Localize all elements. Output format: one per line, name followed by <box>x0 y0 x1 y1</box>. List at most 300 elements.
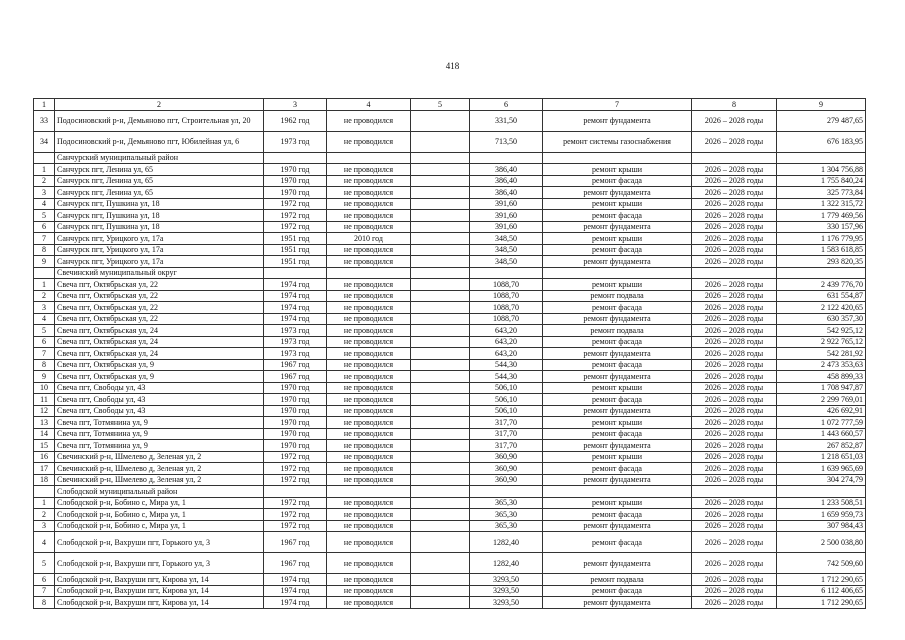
col-5-cell <box>411 451 470 463</box>
address-cell: Свечинский р-н, Шмелево д, Зеленая ул, 2 <box>55 474 264 486</box>
address-cell: Свеча пгт, Октябрьская ул, 22 <box>55 302 264 314</box>
area-cell: 386,40 <box>470 175 543 187</box>
cost-cell: 1 233 508,51 <box>777 497 866 509</box>
last-repair-year-cell: не проводился <box>327 394 411 406</box>
build-year-cell: 1962 год <box>264 110 327 131</box>
last-repair-year-cell: не проводился <box>327 497 411 509</box>
area-cell: 544,30 <box>470 359 543 371</box>
table-row <box>34 440 866 452</box>
cost-cell: 426 692,91 <box>777 405 866 417</box>
period-cell: 2026 – 2028 годы <box>692 451 777 463</box>
build-year-cell: 1973 год <box>264 336 327 348</box>
period-cell: 2026 – 2028 годы <box>692 520 777 532</box>
repair-type-cell: ремонт фасада <box>543 210 692 222</box>
build-year-cell: 1974 год <box>264 279 327 291</box>
row-number-cell: 2 <box>34 509 55 521</box>
col-5-cell <box>411 440 470 452</box>
address-cell: Свечинский р-н, Шмелево д, Зеленая ул, 2 <box>55 463 264 475</box>
col-5-cell <box>411 428 470 440</box>
row-number-cell: 1 <box>34 497 55 509</box>
table-row <box>34 233 866 245</box>
table-row <box>34 210 866 222</box>
address-cell: Санчурск пгт, Ленина ул, 65 <box>55 175 264 187</box>
period-cell: 2026 – 2028 годы <box>692 359 777 371</box>
district-header-row <box>34 152 866 164</box>
column-number-cell: 7 <box>543 99 692 111</box>
table-row <box>34 131 866 152</box>
area-cell: 391,60 <box>470 210 543 222</box>
cost-cell: 1 755 840,24 <box>777 175 866 187</box>
col-5-cell <box>411 313 470 325</box>
cost-cell: 1 708 947,87 <box>777 382 866 394</box>
row-number-cell: 13 <box>34 417 55 429</box>
last-repair-year-cell: не проводился <box>327 279 411 291</box>
row-number-cell: 15 <box>34 440 55 452</box>
column-number-row <box>34 99 866 111</box>
col-5-cell <box>411 382 470 394</box>
col-5-cell <box>411 187 470 199</box>
area-cell: 1282,40 <box>470 532 543 553</box>
build-year-cell: 1974 год <box>264 597 327 609</box>
row-number-cell: 12 <box>34 405 55 417</box>
repair-type-cell: ремонт фундамента <box>543 256 692 268</box>
address-cell: Санчурск пгт, Урицкого ул, 17а <box>55 233 264 245</box>
repair-type-cell: ремонт фундамента <box>543 221 692 233</box>
cost-cell: 293 820,35 <box>777 256 866 268</box>
build-year-cell: 1973 год <box>264 348 327 360</box>
column-number-cell: 2 <box>55 99 264 111</box>
build-year-cell: 1972 год <box>264 210 327 222</box>
column-number-cell: 1 <box>34 99 55 111</box>
cost-cell: 2 439 776,70 <box>777 279 866 291</box>
row-number-cell: 17 <box>34 463 55 475</box>
col-5-cell <box>411 198 470 210</box>
row-number-cell: 6 <box>34 336 55 348</box>
row-number-cell: 6 <box>34 221 55 233</box>
column-number-cell: 8 <box>692 99 777 111</box>
address-cell: Свеча пгт, Октябрьская ул, 24 <box>55 348 264 360</box>
area-cell: 365,30 <box>470 520 543 532</box>
last-repair-year-cell: не проводился <box>327 348 411 360</box>
cost-cell: 1 712 290,65 <box>777 597 866 609</box>
build-year-cell: 1970 год <box>264 394 327 406</box>
area-cell: 1088,70 <box>470 279 543 291</box>
column-number-cell: 4 <box>327 99 411 111</box>
period-cell: 2026 – 2028 годы <box>692 574 777 586</box>
district-header-spacer <box>327 486 411 498</box>
build-year-cell: 1974 год <box>264 574 327 586</box>
address-cell: Свеча пгт, Тотмянина ул, 9 <box>55 440 264 452</box>
table-row <box>34 302 866 314</box>
repair-type-cell: ремонт фасада <box>543 532 692 553</box>
table-body <box>34 99 866 609</box>
district-header-spacer <box>264 267 327 279</box>
period-cell: 2026 – 2028 годы <box>692 302 777 314</box>
table-row <box>34 359 866 371</box>
build-year-cell: 1973 год <box>264 131 327 152</box>
period-cell: 2026 – 2028 годы <box>692 244 777 256</box>
cost-cell: 6 112 406,65 <box>777 585 866 597</box>
area-cell: 317,70 <box>470 440 543 452</box>
table-row <box>34 313 866 325</box>
build-year-cell: 1974 год <box>264 302 327 314</box>
build-year-cell: 1970 год <box>264 382 327 394</box>
last-repair-year-cell: не проводился <box>327 302 411 314</box>
repair-type-cell: ремонт фасада <box>543 428 692 440</box>
address-cell: Слободской р-н, Бобино с, Мира ул, 1 <box>55 497 264 509</box>
table-row <box>34 336 866 348</box>
cost-cell: 742 509,60 <box>777 553 866 574</box>
last-repair-year-cell: не проводился <box>327 382 411 394</box>
area-cell: 360,90 <box>470 463 543 475</box>
address-cell: Свечинский р-н, Шмелево д, Зеленая ул, 2 <box>55 451 264 463</box>
last-repair-year-cell: не проводился <box>327 325 411 337</box>
last-repair-year-cell: не проводился <box>327 474 411 486</box>
table-row <box>34 221 866 233</box>
table-row <box>34 187 866 199</box>
cost-cell: 304 274,79 <box>777 474 866 486</box>
col-5-cell <box>411 597 470 609</box>
period-cell: 2026 – 2028 годы <box>692 417 777 429</box>
repair-type-cell: ремонт крыши <box>543 198 692 210</box>
cost-cell: 1 176 779,95 <box>777 233 866 245</box>
last-repair-year-cell: не проводился <box>327 244 411 256</box>
table-row <box>34 497 866 509</box>
address-cell: Слободской р-н, Бобино с, Мира ул, 1 <box>55 509 264 521</box>
build-year-cell: 1972 год <box>264 451 327 463</box>
col-5-cell <box>411 210 470 222</box>
period-cell: 2026 – 2028 годы <box>692 313 777 325</box>
period-cell: 2026 – 2028 годы <box>692 394 777 406</box>
table-row <box>34 325 866 337</box>
row-number-cell: 1 <box>34 164 55 176</box>
col-5-cell <box>411 175 470 187</box>
period-cell: 2026 – 2028 годы <box>692 221 777 233</box>
area-cell: 1088,70 <box>470 302 543 314</box>
table-row <box>34 474 866 486</box>
column-number-cell: 6 <box>470 99 543 111</box>
col-5-cell <box>411 302 470 314</box>
district-header-spacer <box>264 152 327 164</box>
repair-type-cell: ремонт фундамента <box>543 187 692 199</box>
col-5-cell <box>411 110 470 131</box>
cost-cell: 307 984,43 <box>777 520 866 532</box>
build-year-cell: 1970 год <box>264 417 327 429</box>
last-repair-year-cell: не проводился <box>327 336 411 348</box>
last-repair-year-cell: не проводился <box>327 110 411 131</box>
col-5-cell <box>411 532 470 553</box>
repair-type-cell: ремонт фасада <box>543 336 692 348</box>
row-number-cell: 8 <box>34 244 55 256</box>
last-repair-year-cell: не проводился <box>327 175 411 187</box>
col-5-cell <box>411 463 470 475</box>
row-number-cell: 5 <box>34 553 55 574</box>
area-cell: 386,40 <box>470 164 543 176</box>
period-cell: 2026 – 2028 годы <box>692 497 777 509</box>
address-cell: Свеча пгт, Октябрьская ул, 22 <box>55 290 264 302</box>
repair-type-cell: ремонт подвала <box>543 325 692 337</box>
build-year-cell: 1974 год <box>264 313 327 325</box>
build-year-cell: 1970 год <box>264 175 327 187</box>
district-header-spacer <box>34 267 55 279</box>
last-repair-year-cell: не проводился <box>327 520 411 532</box>
table-row <box>34 553 866 574</box>
cost-cell: 630 357,30 <box>777 313 866 325</box>
build-year-cell: 1972 год <box>264 474 327 486</box>
last-repair-year-cell: не проводился <box>327 553 411 574</box>
row-number-cell: 4 <box>34 198 55 210</box>
address-cell: Свеча пгт, Октябрьская ул, 22 <box>55 279 264 291</box>
period-cell: 2026 – 2028 годы <box>692 110 777 131</box>
repair-type-cell: ремонт фундамента <box>543 348 692 360</box>
repair-type-cell: ремонт фундамента <box>543 110 692 131</box>
build-year-cell: 1967 год <box>264 553 327 574</box>
cost-cell: 1 639 965,69 <box>777 463 866 475</box>
address-cell: Подосиновский р-н, Демьяново пгт, Юбилейная ул, 6 <box>55 131 264 152</box>
col-5-cell <box>411 417 470 429</box>
district-header-spacer <box>777 267 866 279</box>
address-cell: Свеча пгт, Тотмянина ул, 9 <box>55 428 264 440</box>
address-cell: Санчурск пгт, Урицкого ул, 17а <box>55 244 264 256</box>
build-year-cell: 1970 год <box>264 428 327 440</box>
cost-cell: 676 183,95 <box>777 131 866 152</box>
period-cell: 2026 – 2028 годы <box>692 509 777 521</box>
address-cell: Санчурск пгт, Пушкина ул, 18 <box>55 198 264 210</box>
build-year-cell: 1967 год <box>264 532 327 553</box>
district-header-spacer <box>777 486 866 498</box>
table-row <box>34 371 866 383</box>
table-row <box>34 405 866 417</box>
area-cell: 365,30 <box>470 497 543 509</box>
col-5-cell <box>411 336 470 348</box>
row-number-cell: 7 <box>34 585 55 597</box>
repair-type-cell: ремонт подвала <box>543 574 692 586</box>
last-repair-year-cell: не проводился <box>327 290 411 302</box>
table-row <box>34 585 866 597</box>
district-header-spacer <box>777 152 866 164</box>
cost-cell: 1 304 756,88 <box>777 164 866 176</box>
row-number-cell: 1 <box>34 279 55 291</box>
district-header-spacer <box>692 486 777 498</box>
last-repair-year-cell: не проводился <box>327 585 411 597</box>
table-row <box>34 597 866 609</box>
build-year-cell: 1970 год <box>264 187 327 199</box>
build-year-cell: 1972 год <box>264 463 327 475</box>
address-cell: Слободской р-н, Бобино с, Мира ул, 1 <box>55 520 264 532</box>
col-5-cell <box>411 585 470 597</box>
table-row <box>34 279 866 291</box>
col-5-cell <box>411 371 470 383</box>
district-header-spacer <box>470 267 543 279</box>
address-cell: Свеча пгт, Октябрьская ул, 9 <box>55 359 264 371</box>
col-5-cell <box>411 520 470 532</box>
col-5-cell <box>411 164 470 176</box>
repair-type-cell: ремонт фасада <box>543 244 692 256</box>
district-header-spacer <box>470 152 543 164</box>
table-row <box>34 290 866 302</box>
last-repair-year-cell: не проводился <box>327 131 411 152</box>
address-cell: Санчурск пгт, Ленина ул, 65 <box>55 164 264 176</box>
period-cell: 2026 – 2028 годы <box>692 325 777 337</box>
row-number-cell: 4 <box>34 532 55 553</box>
repair-type-cell: ремонт фасада <box>543 585 692 597</box>
build-year-cell: 1967 год <box>264 371 327 383</box>
cost-cell: 267 852,87 <box>777 440 866 452</box>
district-header-spacer <box>411 267 470 279</box>
area-cell: 1282,40 <box>470 553 543 574</box>
period-cell: 2026 – 2028 годы <box>692 233 777 245</box>
area-cell: 391,60 <box>470 198 543 210</box>
row-number-cell: 3 <box>34 520 55 532</box>
repair-type-cell: ремонт фасада <box>543 359 692 371</box>
district-header-row <box>34 267 866 279</box>
col-5-cell <box>411 131 470 152</box>
row-number-cell: 4 <box>34 313 55 325</box>
address-cell: Слободской р-н, Вахруши пгт, Кирова ул, 14 <box>55 585 264 597</box>
table-row <box>34 244 866 256</box>
build-year-cell: 1972 год <box>264 520 327 532</box>
repair-type-cell: ремонт крыши <box>543 233 692 245</box>
district-name: Слободской муниципальный район <box>55 486 264 498</box>
last-repair-year-cell: не проводился <box>327 509 411 521</box>
col-5-cell <box>411 290 470 302</box>
area-cell: 348,50 <box>470 233 543 245</box>
cost-cell: 330 157,96 <box>777 221 866 233</box>
area-cell: 3293,50 <box>470 597 543 609</box>
repair-type-cell: ремонт фундамента <box>543 371 692 383</box>
last-repair-year-cell: не проводился <box>327 187 411 199</box>
period-cell: 2026 – 2028 годы <box>692 348 777 360</box>
cost-cell: 325 773,84 <box>777 187 866 199</box>
area-cell: 317,70 <box>470 417 543 429</box>
col-5-cell <box>411 553 470 574</box>
row-number-cell: 8 <box>34 359 55 371</box>
address-cell: Подосиновский р-н, Демьяново пгт, Строительная ул, 20 <box>55 110 264 131</box>
table-row <box>34 256 866 268</box>
build-year-cell: 1972 год <box>264 198 327 210</box>
period-cell: 2026 – 2028 годы <box>692 553 777 574</box>
row-number-cell: 9 <box>34 256 55 268</box>
last-repair-year-cell: не проводился <box>327 164 411 176</box>
last-repair-year-cell: не проводился <box>327 463 411 475</box>
repair-type-cell: ремонт фундамента <box>543 553 692 574</box>
period-cell: 2026 – 2028 годы <box>692 371 777 383</box>
area-cell: 360,90 <box>470 474 543 486</box>
build-year-cell: 1951 год <box>264 244 327 256</box>
build-year-cell: 1970 год <box>264 405 327 417</box>
address-cell: Слободской р-н, Вахруши пгт, Кирова ул, 14 <box>55 597 264 609</box>
row-number-cell: 9 <box>34 371 55 383</box>
table-row <box>34 574 866 586</box>
area-cell: 365,30 <box>470 509 543 521</box>
cost-cell: 1 072 777,59 <box>777 417 866 429</box>
build-year-cell: 1972 год <box>264 221 327 233</box>
area-cell: 506,10 <box>470 394 543 406</box>
address-cell: Свеча пгт, Октябрьская ул, 22 <box>55 313 264 325</box>
district-header-spacer <box>411 486 470 498</box>
repair-type-cell: ремонт системы газоснабжения <box>543 131 692 152</box>
period-cell: 2026 – 2028 годы <box>692 382 777 394</box>
table-row <box>34 164 866 176</box>
cost-cell: 279 487,65 <box>777 110 866 131</box>
row-number-cell: 6 <box>34 574 55 586</box>
repair-type-cell: ремонт фасада <box>543 394 692 406</box>
area-cell: 544,30 <box>470 371 543 383</box>
district-header-spacer <box>470 486 543 498</box>
cost-cell: 1 583 618,85 <box>777 244 866 256</box>
row-number-cell: 18 <box>34 474 55 486</box>
period-cell: 2026 – 2028 годы <box>692 210 777 222</box>
district-header-spacer <box>543 267 692 279</box>
address-cell: Свеча пгт, Октябрьская ул, 24 <box>55 325 264 337</box>
row-number-cell: 16 <box>34 451 55 463</box>
row-number-cell: 5 <box>34 325 55 337</box>
cost-cell: 2 500 038,80 <box>777 532 866 553</box>
last-repair-year-cell: не проводился <box>327 405 411 417</box>
table-row <box>34 417 866 429</box>
last-repair-year-cell: 2010 год <box>327 233 411 245</box>
area-cell: 348,50 <box>470 256 543 268</box>
district-name: Санчурский муниципальный район <box>55 152 264 164</box>
col-5-cell <box>411 405 470 417</box>
last-repair-year-cell: не проводился <box>327 417 411 429</box>
col-5-cell <box>411 279 470 291</box>
build-year-cell: 1974 год <box>264 585 327 597</box>
area-cell: 506,10 <box>470 405 543 417</box>
repair-type-cell: ремонт фундамента <box>543 440 692 452</box>
col-5-cell <box>411 325 470 337</box>
page-number: 418 <box>445 61 460 71</box>
period-cell: 2026 – 2028 годы <box>692 405 777 417</box>
address-cell: Свеча пгт, Октябрьская ул, 24 <box>55 336 264 348</box>
area-cell: 3293,50 <box>470 585 543 597</box>
repair-registry-table <box>33 98 866 609</box>
repair-type-cell: ремонт крыши <box>543 451 692 463</box>
row-number-cell: 7 <box>34 348 55 360</box>
address-cell: Свеча пгт, Свободы ул, 43 <box>55 394 264 406</box>
address-cell: Санчурск пгт, Пушкина ул, 18 <box>55 210 264 222</box>
repair-type-cell: ремонт крыши <box>543 417 692 429</box>
table-row <box>34 451 866 463</box>
col-5-cell <box>411 509 470 521</box>
row-number-cell: 14 <box>34 428 55 440</box>
cost-cell: 2 122 420,65 <box>777 302 866 314</box>
period-cell: 2026 – 2028 годы <box>692 256 777 268</box>
table-row <box>34 509 866 521</box>
table-row <box>34 348 866 360</box>
district-header-spacer <box>543 486 692 498</box>
col-5-cell <box>411 233 470 245</box>
table-row <box>34 428 866 440</box>
cost-cell: 1 322 315,72 <box>777 198 866 210</box>
col-5-cell <box>411 348 470 360</box>
address-cell: Свеча пгт, Тотмянина ул, 9 <box>55 417 264 429</box>
address-cell: Слободской р-н, Вахруши пгт, Горького ул, 3 <box>55 532 264 553</box>
repair-type-cell: ремонт фундамента <box>543 313 692 325</box>
repair-type-cell: ремонт крыши <box>543 279 692 291</box>
last-repair-year-cell: не проводился <box>327 597 411 609</box>
cost-cell: 1 779 469,56 <box>777 210 866 222</box>
period-cell: 2026 – 2028 годы <box>692 131 777 152</box>
table-row <box>34 198 866 210</box>
column-number-cell: 5 <box>411 99 470 111</box>
period-cell: 2026 – 2028 годы <box>692 440 777 452</box>
area-cell: 331,50 <box>470 110 543 131</box>
cost-cell: 1 712 290,65 <box>777 574 866 586</box>
district-header-spacer <box>692 152 777 164</box>
build-year-cell: 1973 год <box>264 325 327 337</box>
address-cell: Санчурск пгт, Урицкого ул, 17а <box>55 256 264 268</box>
